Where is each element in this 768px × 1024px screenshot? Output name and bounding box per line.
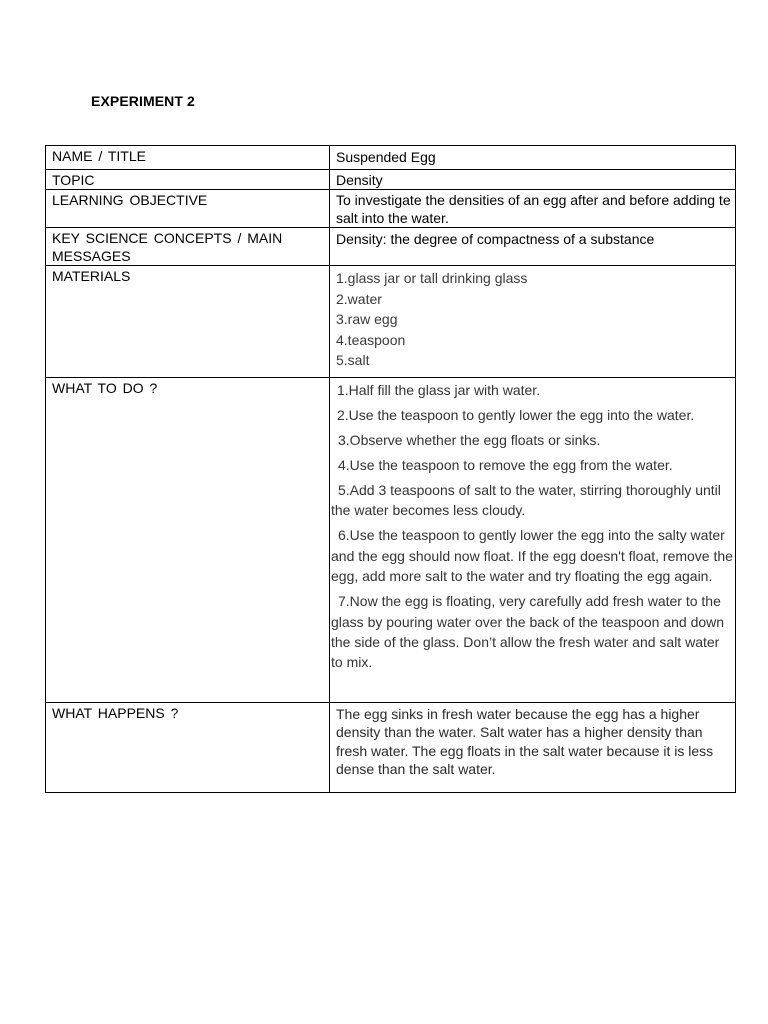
value-name-title: Suspended Egg	[330, 146, 736, 170]
label-key-concepts: KEY SCIENCE CONCEPTS / MAIN MESSAGES	[46, 228, 330, 266]
materials-item: 3.raw egg	[336, 311, 398, 327]
step-item: 2.Use the teaspoon to gently lower the egg into the water.	[337, 407, 695, 423]
step-item: 7.Now the egg is floating, very carefully add fresh water to the glass by pouring water over the back of the teaspoon and down the side of the glass. Don’t allow the fresh water and salt water to mix.	[331, 593, 725, 671]
page-heading: EXPERIMENT 2	[91, 93, 195, 109]
label-what-to-do: WHAT TO DO ?	[46, 378, 330, 703]
experiment-table	[45, 145, 736, 793]
value-key-concepts: Density: the degree of compactness of a substance	[330, 228, 736, 266]
label-learning-objective: LEARNING OBJECTIVE	[46, 190, 330, 228]
row-what-happens	[46, 703, 736, 793]
value-what-happens	[330, 703, 736, 793]
step-item: 6.Use the teaspoon to gently lower the egg into the salty water and the egg should now float. If the egg doesn't float, remove the egg, add more salt to the water and try floating the egg again.	[331, 527, 733, 585]
step-item: 4.Use the teaspoon to remove the egg from the water.	[338, 457, 673, 473]
row-topic	[46, 170, 736, 190]
value-learning-objective: To investigate the densities of an egg after and before adding te salt into the water.	[330, 190, 736, 228]
materials-item: 1.glass jar or tall drinking glass	[336, 270, 528, 286]
row-learning-objective	[46, 190, 736, 228]
row-name-title	[46, 146, 736, 170]
row-key-concepts	[46, 228, 736, 266]
steps-list	[331, 379, 733, 673]
label-what-happens: WHAT HAPPENS ?	[46, 703, 330, 793]
row-materials	[46, 266, 736, 378]
label-materials: MATERIALS	[46, 266, 330, 378]
label-name-title: NAME / TITLE	[46, 146, 330, 170]
materials-item: 5.salt	[336, 352, 370, 368]
materials-list	[336, 267, 731, 375]
step-item: 3.Observe whether the egg floats or sinks.	[338, 432, 601, 448]
step-item: 5.Add 3 teaspoons of salt to the water, stirring thoroughly until the water becomes less cloudy.	[331, 482, 721, 519]
value-what-to-do	[330, 378, 736, 703]
what-happens-text: The egg sinks in fresh water because the egg has a higher density than the water. Salt water has a higher density than fresh water. The egg floats in the salt water because it is less dense than the salt water.	[336, 706, 714, 777]
value-topic: Density	[330, 170, 736, 190]
label-topic: TOPIC	[46, 170, 330, 190]
materials-item: 2.water	[336, 290, 382, 307]
value-materials	[330, 266, 736, 378]
step-item: 1.Half fill the glass jar with water.	[337, 382, 541, 398]
row-what-to-do	[46, 378, 736, 703]
materials-item: 4.teaspoon	[336, 331, 406, 348]
